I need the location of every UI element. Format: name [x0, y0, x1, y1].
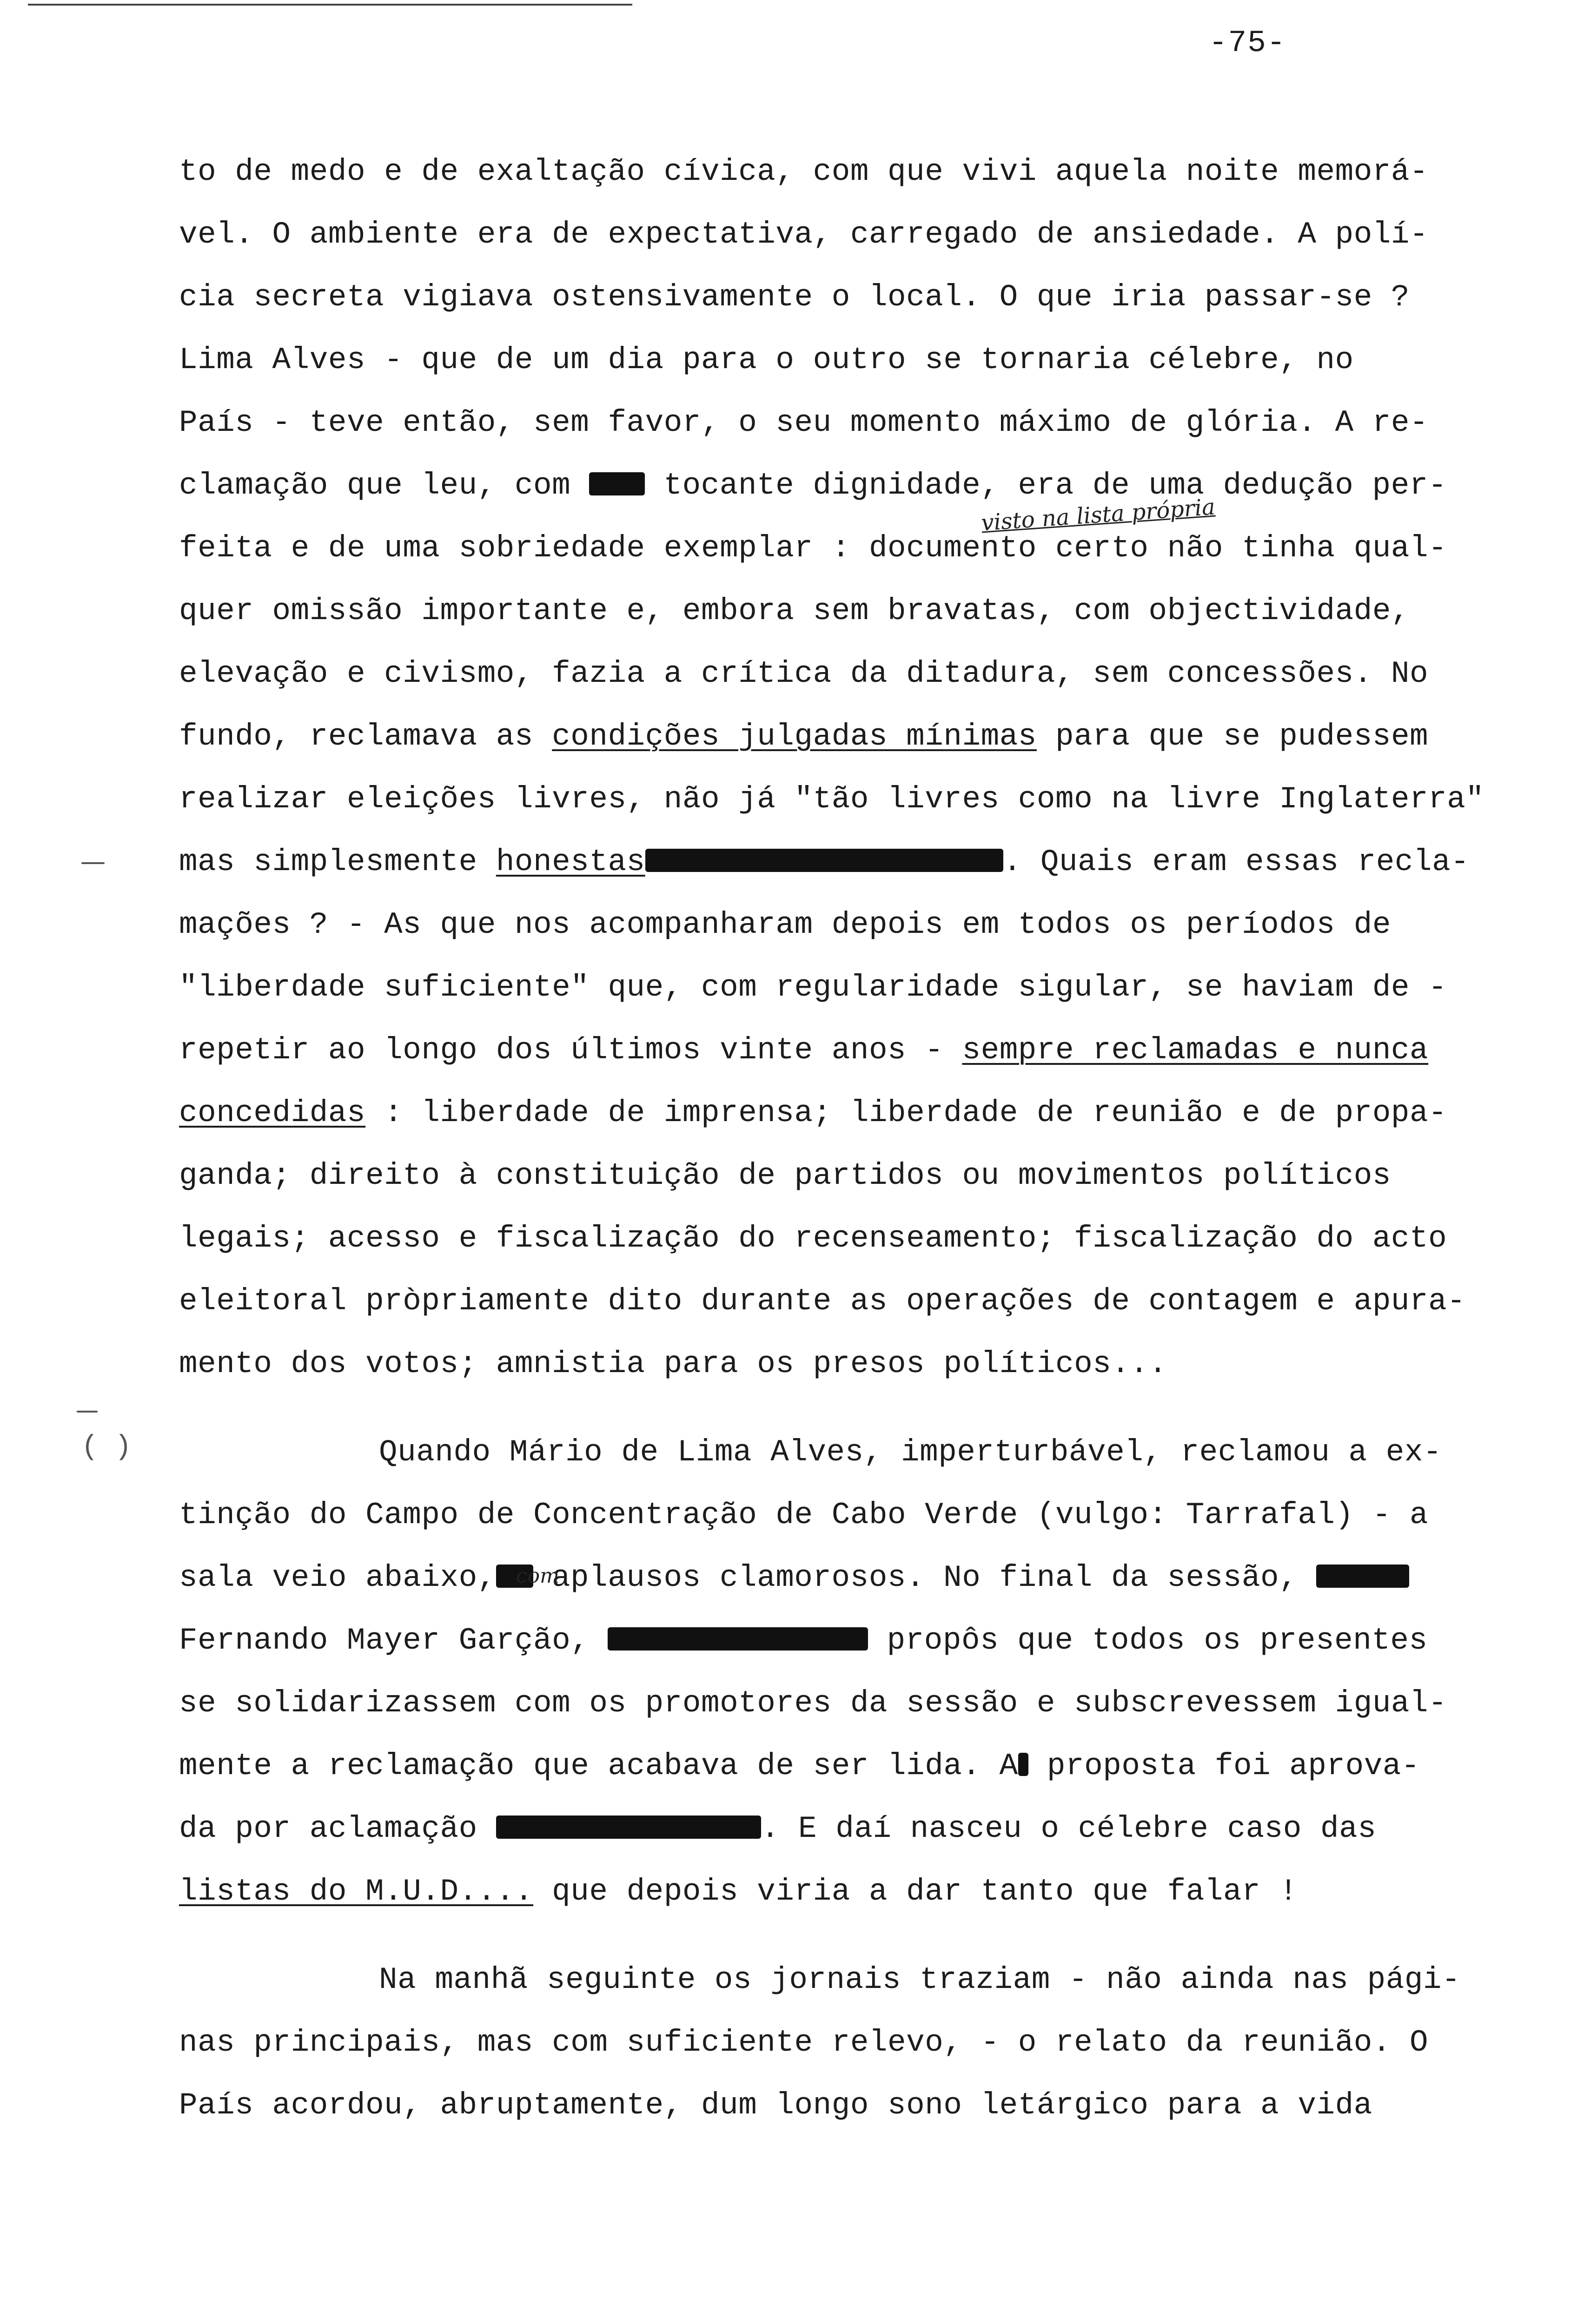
text-line: mações ? - As que nos acompanharam depois em todos os períodos de — [179, 907, 1391, 942]
line-segment: da por aclamação — [179, 1811, 477, 1846]
text-line: se solidarizassem com os promotores da sessão e subscrevessem igual- — [179, 1686, 1447, 1721]
line-segment: sala veio abaixo, — [179, 1560, 496, 1595]
text-line: vel. O ambiente era de expectativa, carregado de ansiedade. A polí- — [179, 217, 1429, 252]
page-number: -75- — [1209, 26, 1286, 60]
text-line — [179, 1032, 1428, 1069]
text-line — [179, 844, 1469, 881]
underlined-phrase: sempre reclamadas e nunca — [962, 1033, 1429, 1068]
underlined-phrase: listas do M.U.D.... — [179, 1874, 534, 1909]
text-line — [179, 1873, 1298, 1910]
margin-mark: ( ) — [81, 1432, 132, 1463]
text-line: Na manhã seguinte os jornais traziam - não ainda nas pági- — [379, 1962, 1461, 1997]
redaction-bar — [1018, 1753, 1028, 1776]
text-line: legais; acesso e fiscalização do recenseamento; fiscalização do acto — [179, 1221, 1447, 1256]
text-line: Quando Mário de Lima Alves, imperturbável, reclamou a ex- — [379, 1435, 1442, 1470]
underlined-phrase: honestas — [496, 845, 645, 879]
text-line: nas principais, mas com suficiente relevo, - o relato da reunião. O — [179, 2025, 1429, 2060]
text-line: tinção do Campo de Concentração de Cabo Verde (vulgo: Tarrafal) - a — [179, 1498, 1429, 1532]
text-line: ganda; direito à constituição de partidos ou movimentos políticos — [179, 1158, 1391, 1193]
redaction-bar — [645, 849, 1003, 872]
text-line: País acordou, abruptamente, dum longo sono letárgico para a vida — [179, 2088, 1372, 2123]
text-line — [179, 1748, 1420, 1785]
line-segment: feita e de uma sobriedade exemplar : documento certo — [179, 531, 1149, 566]
top-rule — [28, 4, 632, 6]
line-segment: clamação que leu, com — [179, 468, 571, 503]
underlined-phrase: condições julgadas mínimas — [552, 719, 1037, 754]
line-segment: tocante dignidade, era de uma dedução per- — [663, 468, 1447, 503]
text-line: mento dos votos; amnistia para os presos políticos... — [179, 1347, 1167, 1381]
redaction-bar — [496, 1816, 761, 1839]
text-line: Lima Alves - que de um dia para o outro se tornaria célebre, no — [179, 343, 1354, 377]
line-segment: proposta foi aprova- — [1047, 1749, 1420, 1783]
text-line: quer omissão importante e, embora sem bravatas, com objectividade, — [179, 594, 1410, 628]
line-segment: mas simplesmente — [179, 845, 477, 879]
line-segment: não tinha qual- — [1167, 531, 1447, 566]
text-line — [179, 718, 1428, 755]
line-segment: Fernando Mayer Garção, — [179, 1623, 590, 1658]
line-segment: . E daí nasceu o célebre caso das — [761, 1811, 1377, 1846]
redaction-bar — [589, 472, 645, 495]
text-line — [179, 1559, 1409, 1597]
line-segment: que depois viria a dar tanto que falar ! — [552, 1874, 1298, 1909]
margin-mark — [81, 862, 105, 864]
line-segment: para que se pudessem — [1055, 719, 1429, 754]
text-line: to de medo e de exaltação cívica, com que vivi aquela noite memorá- — [179, 154, 1429, 189]
line-segment: fundo, reclamava as — [179, 719, 534, 754]
line-segment: : liberdade de imprensa; liberdade de reunião e de propa- — [384, 1096, 1447, 1130]
text-line: cia secreta vigiava ostensivamente o local. O que iria passar-se ? — [179, 280, 1410, 315]
text-line: realizar eleições livres, não já "tão livres como na livre Inglaterra" — [179, 782, 1484, 817]
redaction-bar — [1316, 1565, 1409, 1588]
text-line — [179, 1810, 1376, 1848]
text-line: eleitoral pròpriamente dito durante as operações de contagem e apura- — [179, 1284, 1466, 1319]
text-line — [179, 467, 1447, 504]
text-line — [179, 1095, 1447, 1132]
line-segment: aplausos clamorosos. No final da sessão, — [551, 1560, 1298, 1595]
handwritten-insert: com — [516, 1564, 559, 1588]
text-line — [179, 1622, 1428, 1659]
line-segment: repetir ao longo dos últimos vinte anos - — [179, 1033, 944, 1068]
redaction-bar — [608, 1627, 868, 1651]
underlined-phrase: concedidas — [179, 1096, 366, 1130]
handwritten-annotation: visto na lista própria — [980, 494, 1216, 536]
text-line: País - teve então, sem favor, o seu momento máximo de glória. A re- — [179, 405, 1429, 440]
text-line — [179, 530, 1447, 567]
margin-mark — [77, 1411, 98, 1413]
text-line: elevação e civismo, fazia a crítica da ditadura, sem concessões. No — [179, 656, 1429, 691]
line-segment: propôs que todos os presentes — [887, 1623, 1428, 1658]
line-segment: . Quais eram essas recla- — [1003, 845, 1470, 879]
text-line: "liberdade suficiente" que, com regularidade sigular, se haviam de - — [179, 970, 1447, 1005]
line-segment: mente a reclamação que acabava de ser lida. A — [179, 1749, 1018, 1783]
